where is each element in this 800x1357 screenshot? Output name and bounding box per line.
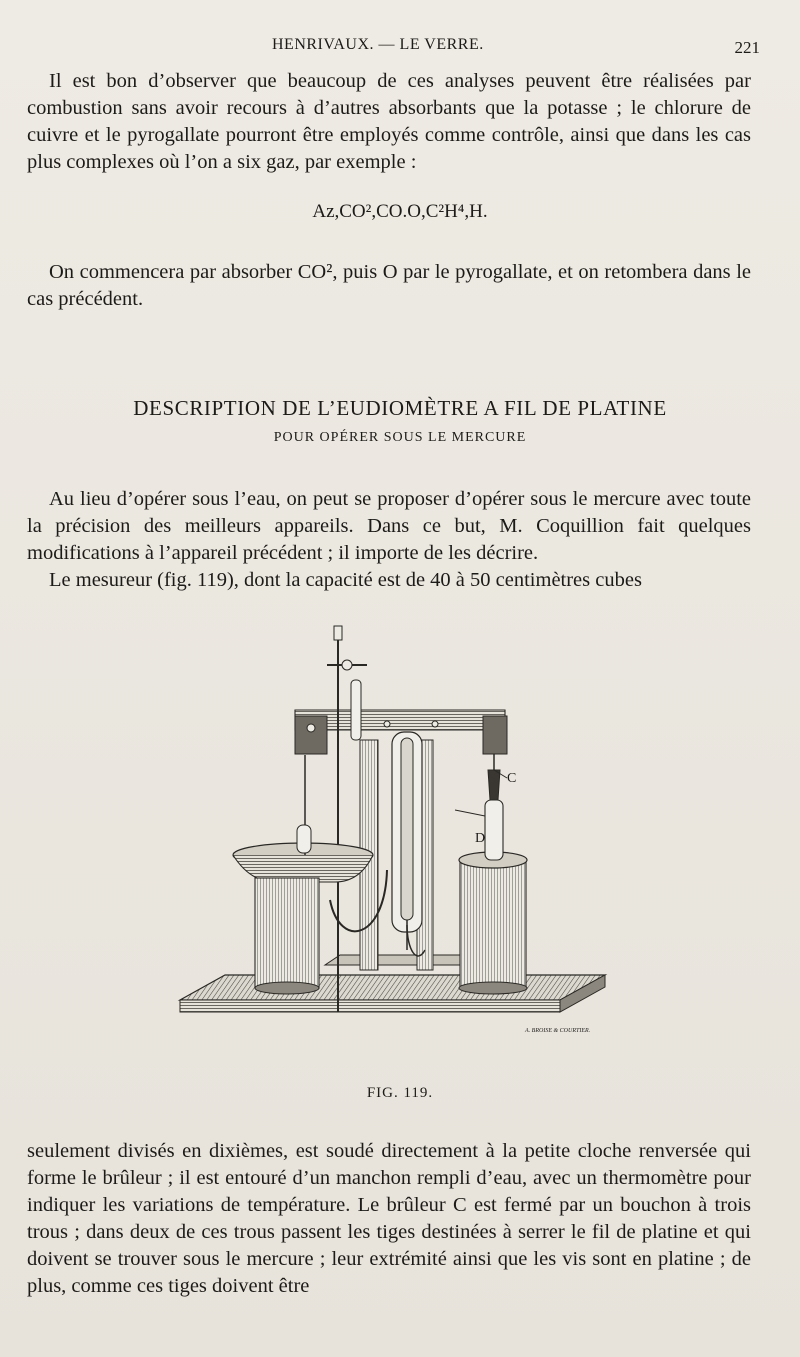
beam-screw-center <box>384 721 390 727</box>
beam-screw-left <box>307 724 315 732</box>
reservoir-cylinder-right <box>460 860 526 988</box>
paragraph-bruleur-text: seulement divisés en dixièmes, est soudé directement à la petite cloche renversée qui forme le brûleur ; il est entouré d’un manchon rempli d’eau, avec un thermomètre pour indiquer les variations de température. Le brûleur C est fermé par un bouchon à trois trous ; dans deux de ces trous passent les tiges destinées à serrer le fil de platine et qui doivent se trouver sous le mercure ; leur extrémité ainsi que les vis sont en platine ; de plus, comme ces tiges doivent être <box>27 1140 751 1297</box>
paragraph-mesureur-text: Le mesureur (fig. 119), dont la capacité est de 40 à 50 centimètres cubes <box>49 569 642 591</box>
burner-stopper <box>488 770 500 800</box>
label-d: D <box>475 831 486 846</box>
measuring-tube <box>401 738 413 920</box>
eudiometer-illustration <box>155 620 645 1075</box>
beam-bracket-left <box>295 716 327 754</box>
reservoir-base-left <box>255 982 319 994</box>
page-number: 221 <box>734 38 760 57</box>
running-title: HENRIVAUX. — LE VERRE. <box>272 36 484 53</box>
paragraph-analyses-text: Il est bon d’observer que beaucoup de ces analyses peuvent être réalisées par combustion sans avoir recours à d’autres absorbants que la potasse ; le chlorure de cuivre et le pyrogallate pourront être employés comme contrôle, ainsi que dans les cas plus complexes où l’on a six gaz, par exemple : <box>27 70 751 173</box>
beam-screw-right <box>432 721 438 727</box>
base-board-top <box>180 975 605 1000</box>
paragraph-mercury <box>27 486 751 567</box>
rod-cap <box>334 626 342 640</box>
gas-formula: Az,CO²,CO.O,C²H⁴,H. <box>312 201 488 222</box>
burner-bulb <box>351 680 361 740</box>
paragraph-absorption-text: On commencera par absorber CO², puis O par le pyrogallate, et on retombera dans le cas précédent. <box>27 261 751 310</box>
paragraph-mesureur <box>27 567 751 594</box>
stopcock <box>342 660 352 670</box>
paragraph-analyses <box>27 68 751 176</box>
engraver-credit: A. BROISE & COURTIER. <box>525 1028 591 1034</box>
beam-bracket-right <box>483 716 507 754</box>
label-d-leader <box>455 810 485 816</box>
left-bulb <box>297 825 311 853</box>
eudiometer-drawing <box>155 620 645 1075</box>
label-c: C <box>507 771 517 786</box>
paragraph-absorption <box>27 259 751 313</box>
paragraph-brûleur <box>27 1138 751 1300</box>
reservoir-base-right <box>459 982 527 994</box>
section-title: DESCRIPTION DE L’EUDIOMÈTRE A FIL DE PLATINE <box>133 396 667 420</box>
running-head <box>0 36 800 58</box>
burner-cloche <box>485 800 503 860</box>
reservoir-cylinder-left <box>255 878 319 988</box>
frame-plinth <box>325 955 475 965</box>
figure-caption: FIG. 119. <box>366 1085 434 1101</box>
base-board-front <box>180 1000 560 1012</box>
section-subtitle: POUR OPÉRER SOUS LE MERCURE <box>273 430 527 445</box>
paragraph-mercury-text: Au lieu d’opérer sous l’eau, on peut se proposer d’opérer sous le mercure avec toute la précision des meilleurs appareils. Dans ce but, M. Coquillion fait quelques modifications à l’appareil précédent ; il importe de les décrire. <box>27 488 751 564</box>
